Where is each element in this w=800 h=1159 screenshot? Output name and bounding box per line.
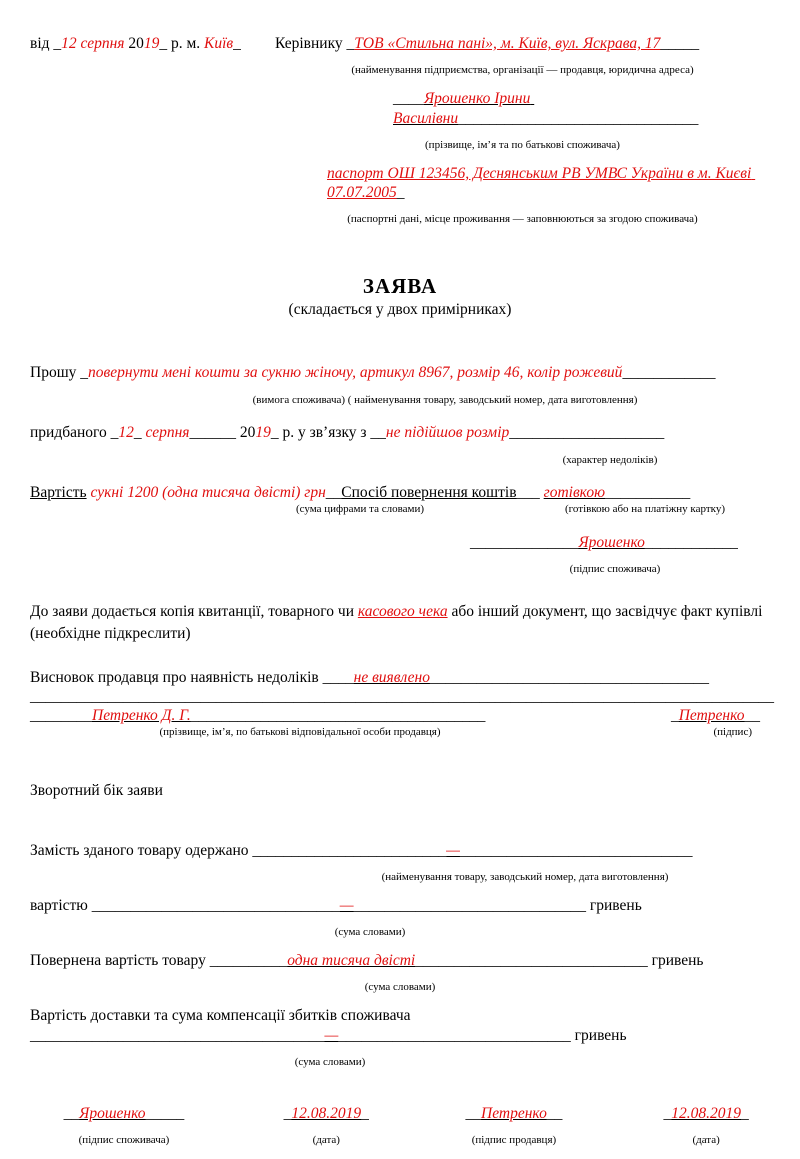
blank-segment: ____________ <box>644 533 738 551</box>
seller-name-caption: (прізвище, ім’я, по батькові відповідальної особи продавця) <box>159 725 441 738</box>
blank-segment: _______________________________ <box>458 109 699 127</box>
blank-segment: _ <box>670 707 679 725</box>
receipt-type-underlined[interactable]: касового чека <box>357 602 448 620</box>
request-caption: (вимога споживача) ( найменування товару, заводський номер, дата виготовлення) <box>252 393 638 406</box>
blank-segment: ________ <box>30 707 92 725</box>
document-subtitle: (складається у двох примірниках) <box>288 301 512 319</box>
text-segment: або інший документ, що засвідчує факт купівлі (необхідне підкреслити) <box>30 602 767 643</box>
seller-name-line <box>30 706 485 725</box>
blank-segment: _ <box>133 424 146 442</box>
footer-seller-signature <box>448 1104 581 1159</box>
seller-conclusion-line <box>30 668 770 687</box>
addressee-block <box>275 34 770 238</box>
text-segment: Замість зданого товару одержано _________________________ <box>30 841 447 859</box>
footer-consumer-signature-line <box>38 1104 210 1123</box>
blank-segment: __ <box>465 1104 482 1122</box>
blank-segment: ____________ <box>622 364 716 382</box>
date-line <box>30 34 275 238</box>
footer-seller-signature-line <box>448 1104 581 1123</box>
blank-segment: ___________ <box>605 484 691 502</box>
footer-consumer-signature <box>38 1104 210 1159</box>
returned-value-line <box>30 951 770 970</box>
defect-caption: (характер недоліків) <box>562 453 658 466</box>
date-year-value[interactable]: 19 <box>143 35 160 52</box>
footer-consumer-date-value[interactable]: 12.08.2019 <box>291 1104 362 1122</box>
text-segment: Керівнику _ <box>275 35 355 52</box>
defect-reason-value[interactable]: не підійшов розмір <box>385 424 510 442</box>
text-segment: Висновок продавця про наявність недоліків ____ <box>30 668 354 686</box>
value-line <box>30 896 770 915</box>
date-day-month-value[interactable]: 12 серпня <box>61 35 125 52</box>
blank-segment: _____ <box>660 35 700 52</box>
refund-method-value[interactable]: готівкою <box>543 484 606 502</box>
purchase-date-line <box>30 423 770 442</box>
blank-segment: ______________________________ гривень <box>353 896 642 914</box>
seller-name-row <box>30 706 770 725</box>
blank-segment: ____________________________________ <box>429 668 709 686</box>
text-segment: До заяви додається копія квитанції, товарного чи <box>30 602 358 620</box>
footer-consumer-signature-value[interactable]: Ярошенко <box>79 1104 146 1122</box>
text-segment: 20 <box>124 35 144 52</box>
delivery-dash-value[interactable]: — <box>324 1026 339 1044</box>
purchase-month-value[interactable]: серпня <box>145 424 190 442</box>
footer-seller-date <box>642 1104 770 1159</box>
blank-segment: _ <box>361 1104 369 1122</box>
delivery-caption: (сума словами) <box>294 1055 366 1068</box>
footer-consumer-date <box>260 1104 393 1159</box>
blank-segment: ______ 20 <box>189 424 256 442</box>
blank-segment: ______________________________________ <box>190 707 486 725</box>
seller-signature-caption: (підпис) <box>713 725 752 738</box>
seller-company-value[interactable]: ТОВ «Стильна пані», м. Київ, вул. Яскрава, 17 <box>354 35 661 52</box>
refund-method-label: Спосіб повернення коштів <box>341 484 517 502</box>
attachment-paragraph <box>30 601 772 646</box>
blank-segment: __ <box>744 707 760 725</box>
cost-line <box>30 483 770 502</box>
consumer-name-value[interactable]: Ярошенко Ірини Василівни <box>393 90 535 127</box>
footer-seller-date-value[interactable]: 12.08.2019 <box>671 1104 741 1122</box>
text-segment: придбаного _ <box>30 424 119 442</box>
title-block <box>30 274 770 319</box>
blank-segment: ________________________________________________________________________________________________ <box>30 687 774 705</box>
blank-segment: _ <box>396 184 405 201</box>
purchase-day-value[interactable]: 12 <box>118 424 134 442</box>
purchase-year-value[interactable]: 19 <box>255 424 271 442</box>
passport-caption: (паспортні дані, місце проживання — заповнюються за згодою споживача) <box>347 213 698 226</box>
text-segment: Прошу _ <box>30 364 89 382</box>
passport-line <box>275 164 770 203</box>
footer-seller-date-line <box>642 1104 770 1123</box>
cost-value[interactable]: сукні 1200 (одна тисяча двісті) грн <box>90 484 326 502</box>
footer-seller-signature-caption: (підпис продавця) <box>471 1134 557 1147</box>
blank-segment: __ <box>63 1104 80 1122</box>
footer-consumer-date-caption: (дата) <box>312 1134 340 1147</box>
footer-consumer-date-line <box>260 1104 393 1123</box>
conclusion-value[interactable]: не виявлено <box>353 668 430 686</box>
text-segment: вартістю ________________________________ <box>30 896 340 914</box>
request-line <box>30 363 770 382</box>
seller-signature-value[interactable]: Петренко <box>678 707 745 725</box>
city-value[interactable]: Київ <box>204 35 234 52</box>
blank-segment: _ <box>233 35 241 52</box>
request-value[interactable]: повернути мені кошти за сукню жіночу, артикул 8967, розмір 46, колір рожевий <box>88 364 623 382</box>
form-header <box>30 34 770 238</box>
value-caption: (сума словами) <box>334 926 406 939</box>
back-side-heading: Зворотний бік заяви <box>30 782 163 800</box>
text-segment: Повернена вартість товару __________ <box>30 952 288 970</box>
returned-value-caption: (сума словами) <box>364 981 436 994</box>
addressee-caption: (найменування підприємства, організації — продавця, юридична адреса) <box>351 64 694 77</box>
blank-segment: ____________________ <box>509 424 665 442</box>
blank-segment: __ <box>546 1104 563 1122</box>
footer-seller-signature-value[interactable]: Петренко <box>481 1104 547 1122</box>
passport-details-value[interactable]: паспорт ОШ 123456, Деснянським РВ УМВС України в м. Києві 07.07.2005 <box>327 164 756 201</box>
replacement-line <box>30 841 770 860</box>
text-segment: _ р. у зв’язку з __ <box>270 424 386 442</box>
blank-segment: __ <box>325 484 342 502</box>
consumer-signature-caption: (підпис споживача) <box>569 562 661 575</box>
text-segment: _ р. м. <box>159 35 205 52</box>
blank-segment: ______________________________ <box>459 841 693 859</box>
delivery-line <box>30 1026 770 1045</box>
value-dash-value[interactable]: — <box>339 896 354 914</box>
consumer-name-line <box>275 89 770 128</box>
blank-segment: ____ <box>393 90 424 108</box>
blank-segment: _ <box>741 1104 749 1122</box>
cost-captions <box>30 503 770 517</box>
blank-segment: _ <box>663 1104 672 1122</box>
blank-segment: ______________________________________ <box>30 1026 325 1044</box>
replacement-caption: (найменування товару, заводський номер, дата виготовлення) <box>381 871 669 884</box>
blank-segment: ______________________________ гривень <box>338 1026 627 1044</box>
consumer-name-caption: (прізвище, ім’я та по батькові споживача) <box>425 138 620 151</box>
cost-caption-right: (готівкою або на платіжну картку) <box>565 502 725 515</box>
blank-segment: ______________ <box>470 533 579 551</box>
seller-name-value[interactable]: Петренко Д. Г. <box>92 707 191 725</box>
replacement-dash-value[interactable]: — <box>446 841 460 859</box>
returned-amount-value[interactable]: одна тисяча двісті <box>287 952 416 970</box>
blank-segment: _ <box>283 1104 292 1122</box>
cost-label: Вартість <box>30 484 87 502</box>
footer-signatures <box>30 1104 770 1159</box>
delivery-label: Вартість доставки та сума компенсації збитків споживача <box>30 1007 411 1025</box>
blank-segment: _____ <box>145 1104 185 1122</box>
document-title: ЗАЯВА <box>362 274 438 299</box>
cost-caption-left: (сума цифрами та словами) <box>295 502 425 515</box>
addressee-line <box>275 34 770 53</box>
consumer-signature-line <box>30 533 770 552</box>
text-segment: від _ <box>30 35 62 52</box>
blank-full-line <box>30 687 774 706</box>
footer-seller-date-caption: (дата) <box>692 1134 720 1147</box>
seller-signature-line <box>671 706 760 725</box>
blank-segment: ______________________________ гривень <box>415 952 704 970</box>
consumer-signature-value[interactable]: Ярошенко <box>578 533 645 551</box>
blank-segment: ___ <box>516 484 544 502</box>
footer-consumer-signature-caption: (підпис споживача) <box>78 1134 170 1147</box>
seller-captions <box>30 726 770 740</box>
